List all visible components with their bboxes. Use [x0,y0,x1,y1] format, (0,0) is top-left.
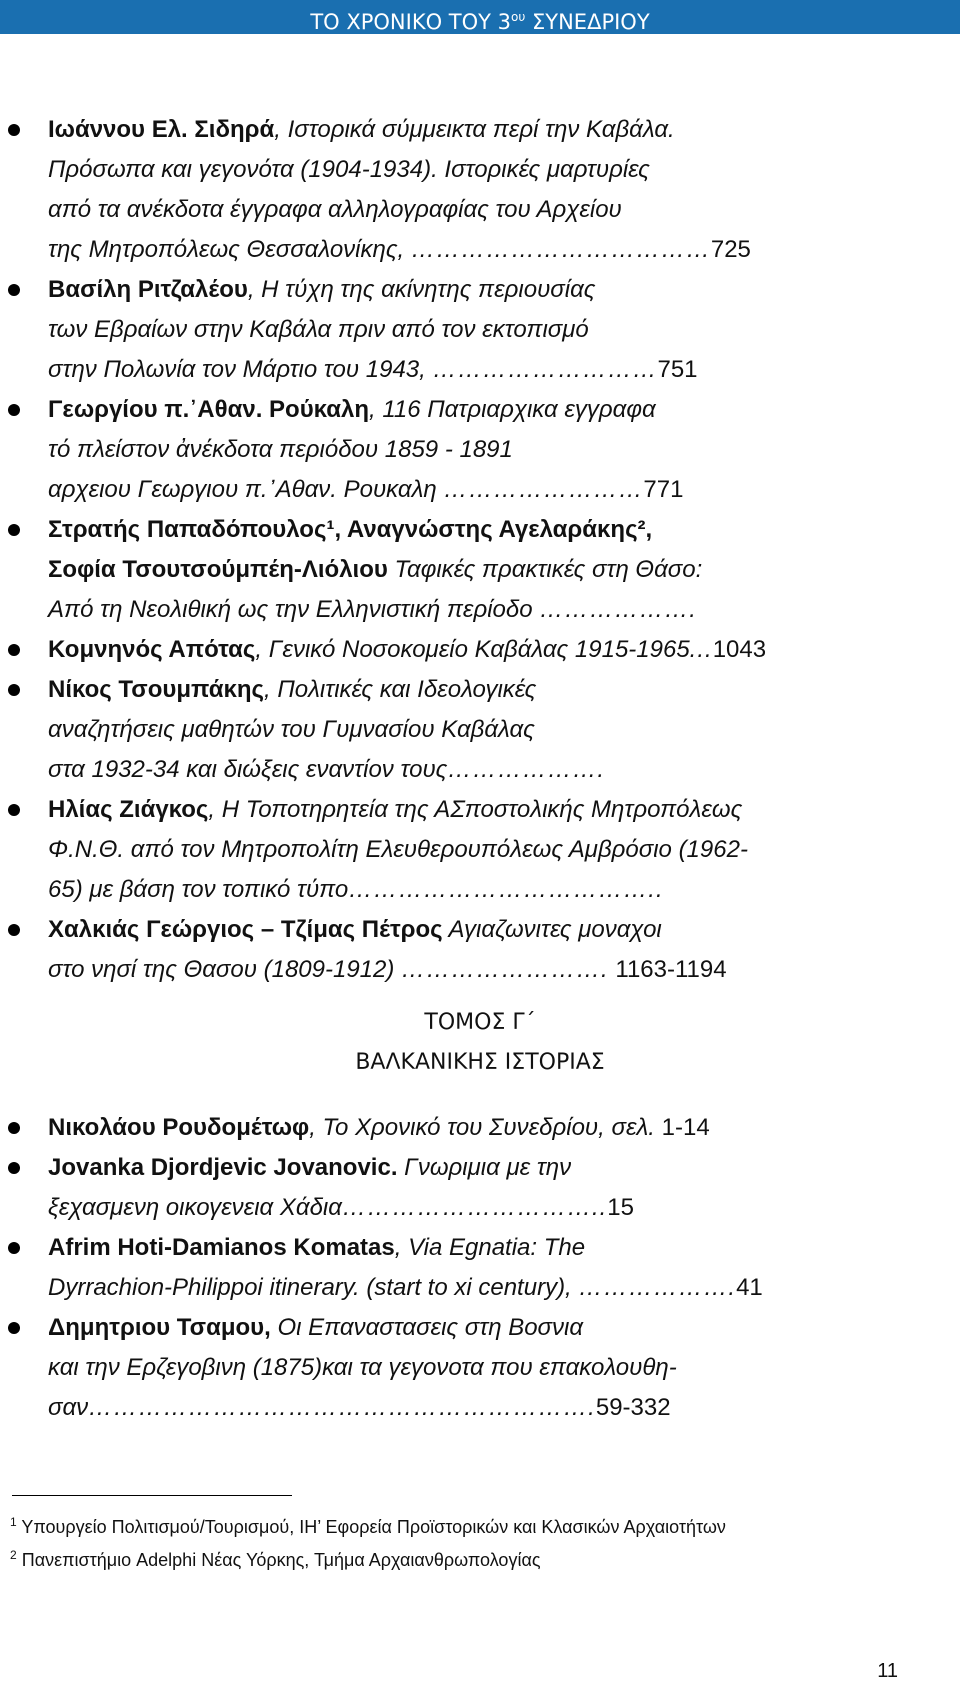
header-title: ΤΟ ΧΡΟΝΙΚΟ ΤΟΥ 3 [310,10,512,34]
entry-author: Γεωργίου π.᾽Αθαν. Ρούκαλη [48,396,370,423]
entry-title: σαν [48,1394,89,1421]
toc-entry [0,390,960,510]
entry-line [48,1108,940,1148]
volume-subtitle: ΒΑΛΚΑΝΙΚΗΣ ΙΣΤΟΡΙΑΣ [355,1050,605,1075]
entry-line [48,1388,940,1428]
volume-title: ΤΟΜΟΣ Γ΄ [424,1010,536,1035]
entry-title: στα 1932-34 και διώξεις εναντίον τους [48,756,448,783]
entry-line [48,390,940,430]
entry-line [48,470,940,510]
header-title-end: ΣΥΝΕΔΡΙΟΥ [525,10,650,34]
entry-page: 15 [607,1194,634,1221]
entry-author: Jovanka Djordjevic Jovanovic. [48,1154,398,1181]
entry-page: 41 [736,1274,763,1301]
entry-title: Ταφικές πρακτικές στη Θάσο: [387,556,703,583]
entry-leader-dots: ……………………………….. [348,876,664,903]
footnote-text: Πανεπιστήμιο Adelphi Νέας Υόρκης, Τμήμα Αρχαιανθρωπολογίας [16,1550,541,1570]
entry-line [48,950,940,990]
entry-line [48,1348,940,1388]
entry-line [48,270,940,310]
entry-page: 771 [643,476,684,503]
entry-leader-dots: ………………. [539,596,697,623]
toc-entry [0,270,960,390]
entry-author: Σοφία Τσουτσούμπέη-Λιόλιου [48,556,388,583]
entry-title: στο νησί της Θασου (1809-1912) [48,956,402,983]
entry-title: , Γενικό Νοσοκομείο Καβάλας 1915-1965 [255,636,690,663]
entry-line [48,150,940,190]
entry-line [48,830,940,870]
entry-page: 1-14 [654,1114,710,1141]
header-superscript: ου [511,10,526,24]
entry-title: Dyrrachion-Philippoi itinerary. (start to xi century), [48,1274,579,1301]
bullet-icon [8,124,20,136]
entry-line [48,190,940,230]
entry-line [48,670,940,710]
footnote-1 [10,1515,726,1538]
entry-leader-dots: ……………………………………………………. [88,1394,596,1421]
entry-line [48,630,940,670]
entry-title: στην Πολωνία τον Μάρτιο του 1943, [48,356,433,383]
entry-title: , Πολιτικές και Ιδεολογικές [264,676,537,703]
footnote-2 [10,1548,541,1571]
entry-title: , Ιστορικά σύμμεικτα περί την Καβάλα. [274,116,675,143]
entry-page: 751 [657,356,698,383]
bullet-icon [8,1322,20,1334]
entry-title: Φ.Ν.Θ. από τον Μητροπολίτη Ελευθερουπόλεως Αμβρόσιο (1962- [48,836,748,863]
entry-author: Δημητριου Τσαμου, [48,1314,271,1341]
entry-title: , Via Egnatia: The [394,1234,586,1261]
entry-title: , Η τύχη της ακίνητης περιουσίας [247,276,596,303]
entry-page: 725 [710,236,751,263]
entry-title: Γνωριμια με την [397,1154,572,1181]
entry-line [48,310,940,350]
entry-title: τό πλείστον ἀνέκδοτα περιόδου 1859 - 1891 [48,436,513,463]
bullet-icon [8,404,20,416]
entry-author: Afrim Hoti-Damianos Komatas [48,1234,395,1261]
toc-entry [0,790,960,910]
entry-line [48,1308,940,1348]
entry-title: Οι Επαναστασεις στη Βοσνια [270,1314,584,1341]
entry-line [48,430,940,470]
entry-line [48,350,940,390]
entry-line [48,910,940,950]
entry-title: Πρόσωπα και γεγονότα (1904-1934). Ιστορικές μαρτυρίες [48,156,650,183]
bullet-icon [8,524,20,536]
entry-line [48,230,940,270]
toc-entry [0,670,960,790]
entry-title: ξεχασμενη οικογενεια Χάδια [48,1194,342,1221]
entry-leader-dots: ... [689,636,713,663]
bullet-icon [8,1242,20,1254]
entry-page: 59-332 [595,1394,671,1421]
entry-leader-dots: ……………………. [401,956,609,983]
entry-author: Βασίλη Ριτζαλέου [48,276,248,303]
entry-line [48,870,940,910]
entry-author: Κομνηνός Απότας [48,636,256,663]
entry-title: Αγιαζωνιτες μοναχοι [442,916,662,943]
page-number: 11 [877,1660,898,1682]
entry-line [48,1188,940,1228]
entry-line [48,1268,940,1308]
table-of-contents-volume-3 [0,1108,960,1428]
entry-line [48,550,940,590]
table-of-contents [0,110,960,990]
toc-entry [0,630,960,670]
entry-line [48,750,940,790]
entry-title: , Το Χρονικό του Συνεδρίου, σελ. [309,1114,655,1141]
entry-title: , Η Τοποτηρητεία της ΑΣποστολικής Μητροπόλεως [208,796,743,823]
entry-line [48,510,940,550]
toc-entry [0,110,960,270]
entry-title: αρχειου Γεωργιου π.᾽Αθαν. Ρουκαλη [48,476,444,503]
entry-title: αναζητήσεις μαθητών του Γυμνασίου Καβάλας [48,716,535,743]
bullet-icon [8,684,20,696]
footnote-mark: 1 [10,1515,17,1529]
entry-page: 1043 [712,636,767,663]
footnote-text: Υπουργείο Πολιτισμού/Τουρισμού, ΙΗ’ Εφορεία Προϊστορικών και Κλασικών Αρχαιοτήτων [16,1517,726,1537]
entry-author: Στρατής Παπαδόπουλος¹, Αναγνώστης Αγελαράκης², [48,516,653,543]
entry-author: Ιωάννου Ελ. Σιδηρά [48,116,275,143]
entry-title: και την Ερζεγοβινη (1875)και τα γεγονοτα που επακολουθη- [48,1354,677,1381]
bullet-icon [8,924,20,936]
toc-entry [0,1148,960,1228]
toc-entry [0,1228,960,1308]
entry-leader-dots: …………………… [443,476,644,503]
bullet-icon [8,1122,20,1134]
entry-line [48,590,940,630]
entry-title: , 116 Πατριαρχικα εγγραφα [369,396,656,423]
entry-title: Από τη Νεολιθική ως την Ελληνιστική περίοδο [48,596,540,623]
entry-title: από τα ανέκδοτα έγγραφα αλληλογραφίας του Αρχείου [48,196,622,223]
bullet-icon [8,644,20,656]
bullet-icon [8,284,20,296]
entry-author: Νίκος Τσουμπάκης [48,676,264,703]
toc-entry [0,510,960,630]
entry-leader-dots: ………………………….. [341,1194,608,1221]
entry-page: 1163-1194 [608,956,727,983]
footnote-rule [12,1495,292,1496]
entry-title: των Εβραίων στην Καβάλα πριν από τον εκτοπισμό [48,316,589,343]
entry-author: Νικολάου Ρουδομέτωφ [48,1114,310,1141]
entry-line [48,110,940,150]
entry-leader-dots: ………………. [578,1274,737,1301]
entry-line [48,1148,940,1188]
entry-line [48,710,940,750]
bullet-icon [8,804,20,816]
entry-title: 65) με βάση τον τοπικό τύπο [48,876,349,903]
entry-title: της Μητροπόλεως Θεσσαλονίκης, [48,236,411,263]
bullet-icon [8,1162,20,1174]
entry-line [48,1228,940,1268]
toc-entry [0,910,960,990]
toc-entry [0,1108,960,1148]
entry-author: Ηλίας Ζιάγκος [48,796,209,823]
toc-entry [0,1308,960,1428]
entry-leader-dots: ………………. [447,756,605,783]
running-header [0,0,960,34]
entry-leader-dots: ……………………… [432,356,658,383]
entry-author: Χαλκιάς Γεώργιος – Τζίμας Πέτρος [48,916,443,943]
footnote-mark: 2 [10,1548,17,1562]
entry-line [48,790,940,830]
entry-leader-dots: ……………………………… [410,236,711,263]
